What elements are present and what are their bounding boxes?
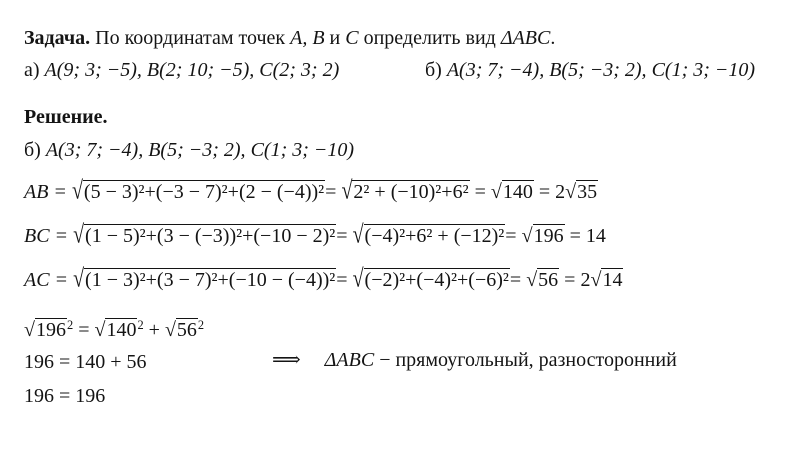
- conclusion-text: − прямоугольный, разносторонний: [374, 349, 677, 371]
- ac-radical-3: √56: [526, 269, 559, 291]
- problem-point-c: C: [345, 27, 359, 49]
- bc-equation: BC = √(1 − 5)²+(3 − (−3))²+(−10 − 2)²= √(−4)²+6² + (−12)²= √196 = 14: [24, 220, 606, 249]
- variant-b-point-c: C(1; 3; −10): [651, 59, 756, 81]
- problem-rest: определить вид: [363, 27, 496, 49]
- check-equation: $√196^2 = √140^2 + √56^2$: [24, 318, 205, 341]
- variant-a: [24, 60, 339, 80]
- check-line-3: 196 = 196: [24, 385, 106, 407]
- variant-b-label: б): [425, 59, 442, 81]
- ab-radical-3: √140: [490, 181, 533, 203]
- implies-arrow-icon: ⟹: [272, 349, 301, 371]
- ac-lhs: AC =: [24, 269, 74, 291]
- bc-lhs: BC =: [24, 225, 74, 247]
- variant-b: [425, 60, 755, 80]
- variant-a-point-c: C(2; 3; 2): [259, 59, 340, 81]
- check-line-2: 196 = 140 + 56: [24, 351, 147, 373]
- ab-radical-2: √2² + (−10)²+6²: [341, 176, 469, 205]
- check-radical-2: √140: [94, 319, 137, 341]
- ab-radical-4: √35: [565, 181, 598, 203]
- ab-lhs: AB =: [24, 181, 72, 203]
- conclusion-triangle: ΔABC: [324, 349, 375, 371]
- problem-triangle: ΔABC: [500, 27, 551, 49]
- solution-given: б) A(3; 7; −4), B(5; −3; 2), C(1; 3; −10): [24, 139, 355, 161]
- problem-points: A, B: [290, 27, 325, 49]
- problem-and: и: [329, 27, 341, 49]
- conclusion: [272, 350, 677, 370]
- variant-a-label: а): [24, 59, 40, 81]
- ac-equation: AC = √(1 − 3)²+(3 − 7)²+(−10 − (−4))²= √(−2)²+(−4)²+(−6)²= √56 = 2√14: [24, 264, 623, 293]
- ac-radical-4: √14: [590, 269, 623, 291]
- check-radical-1: √196: [24, 319, 66, 341]
- ac-radical-1: √(1 − 3)²+(3 − 7)²+(−10 − (−4))²: [73, 264, 336, 293]
- solution-heading: Решение.: [24, 106, 108, 128]
- variant-a-point-a: A(9; 3; −5),: [44, 59, 142, 81]
- variant-b-point-b: B(5; −3; 2),: [549, 59, 647, 81]
- problem-text: По координатам точек: [95, 27, 286, 49]
- bc-radical-3: √196: [521, 225, 564, 247]
- problem-line: Задача. По координатам точек A, B и C определить вид ΔABC.: [24, 27, 556, 49]
- problem-heading: Задача.: [24, 27, 91, 49]
- ac-radical-2: √(−2)²+(−4)²+(−6)²: [352, 264, 509, 293]
- variant-a-point-b: B(2; 10; −5),: [146, 59, 255, 81]
- ab-radical-1: √(5 − 3)²+(−3 − 7)²+(2 − (−4))²: [71, 176, 325, 205]
- ab-equation: AB = √(5 − 3)²+(−3 − 7)²+(2 − (−4))²= √2² + (−10)²+6² = √140 = 2√35: [24, 176, 598, 205]
- bc-radical-2: √(−4)²+6² + (−12)²: [352, 220, 505, 249]
- bc-radical-1: √(1 − 5)²+(3 − (−3))²+(−10 − 2)²: [73, 220, 336, 249]
- check-radical-3: √56: [164, 319, 197, 341]
- variant-b-point-a: A(3; 7; −4),: [446, 59, 545, 81]
